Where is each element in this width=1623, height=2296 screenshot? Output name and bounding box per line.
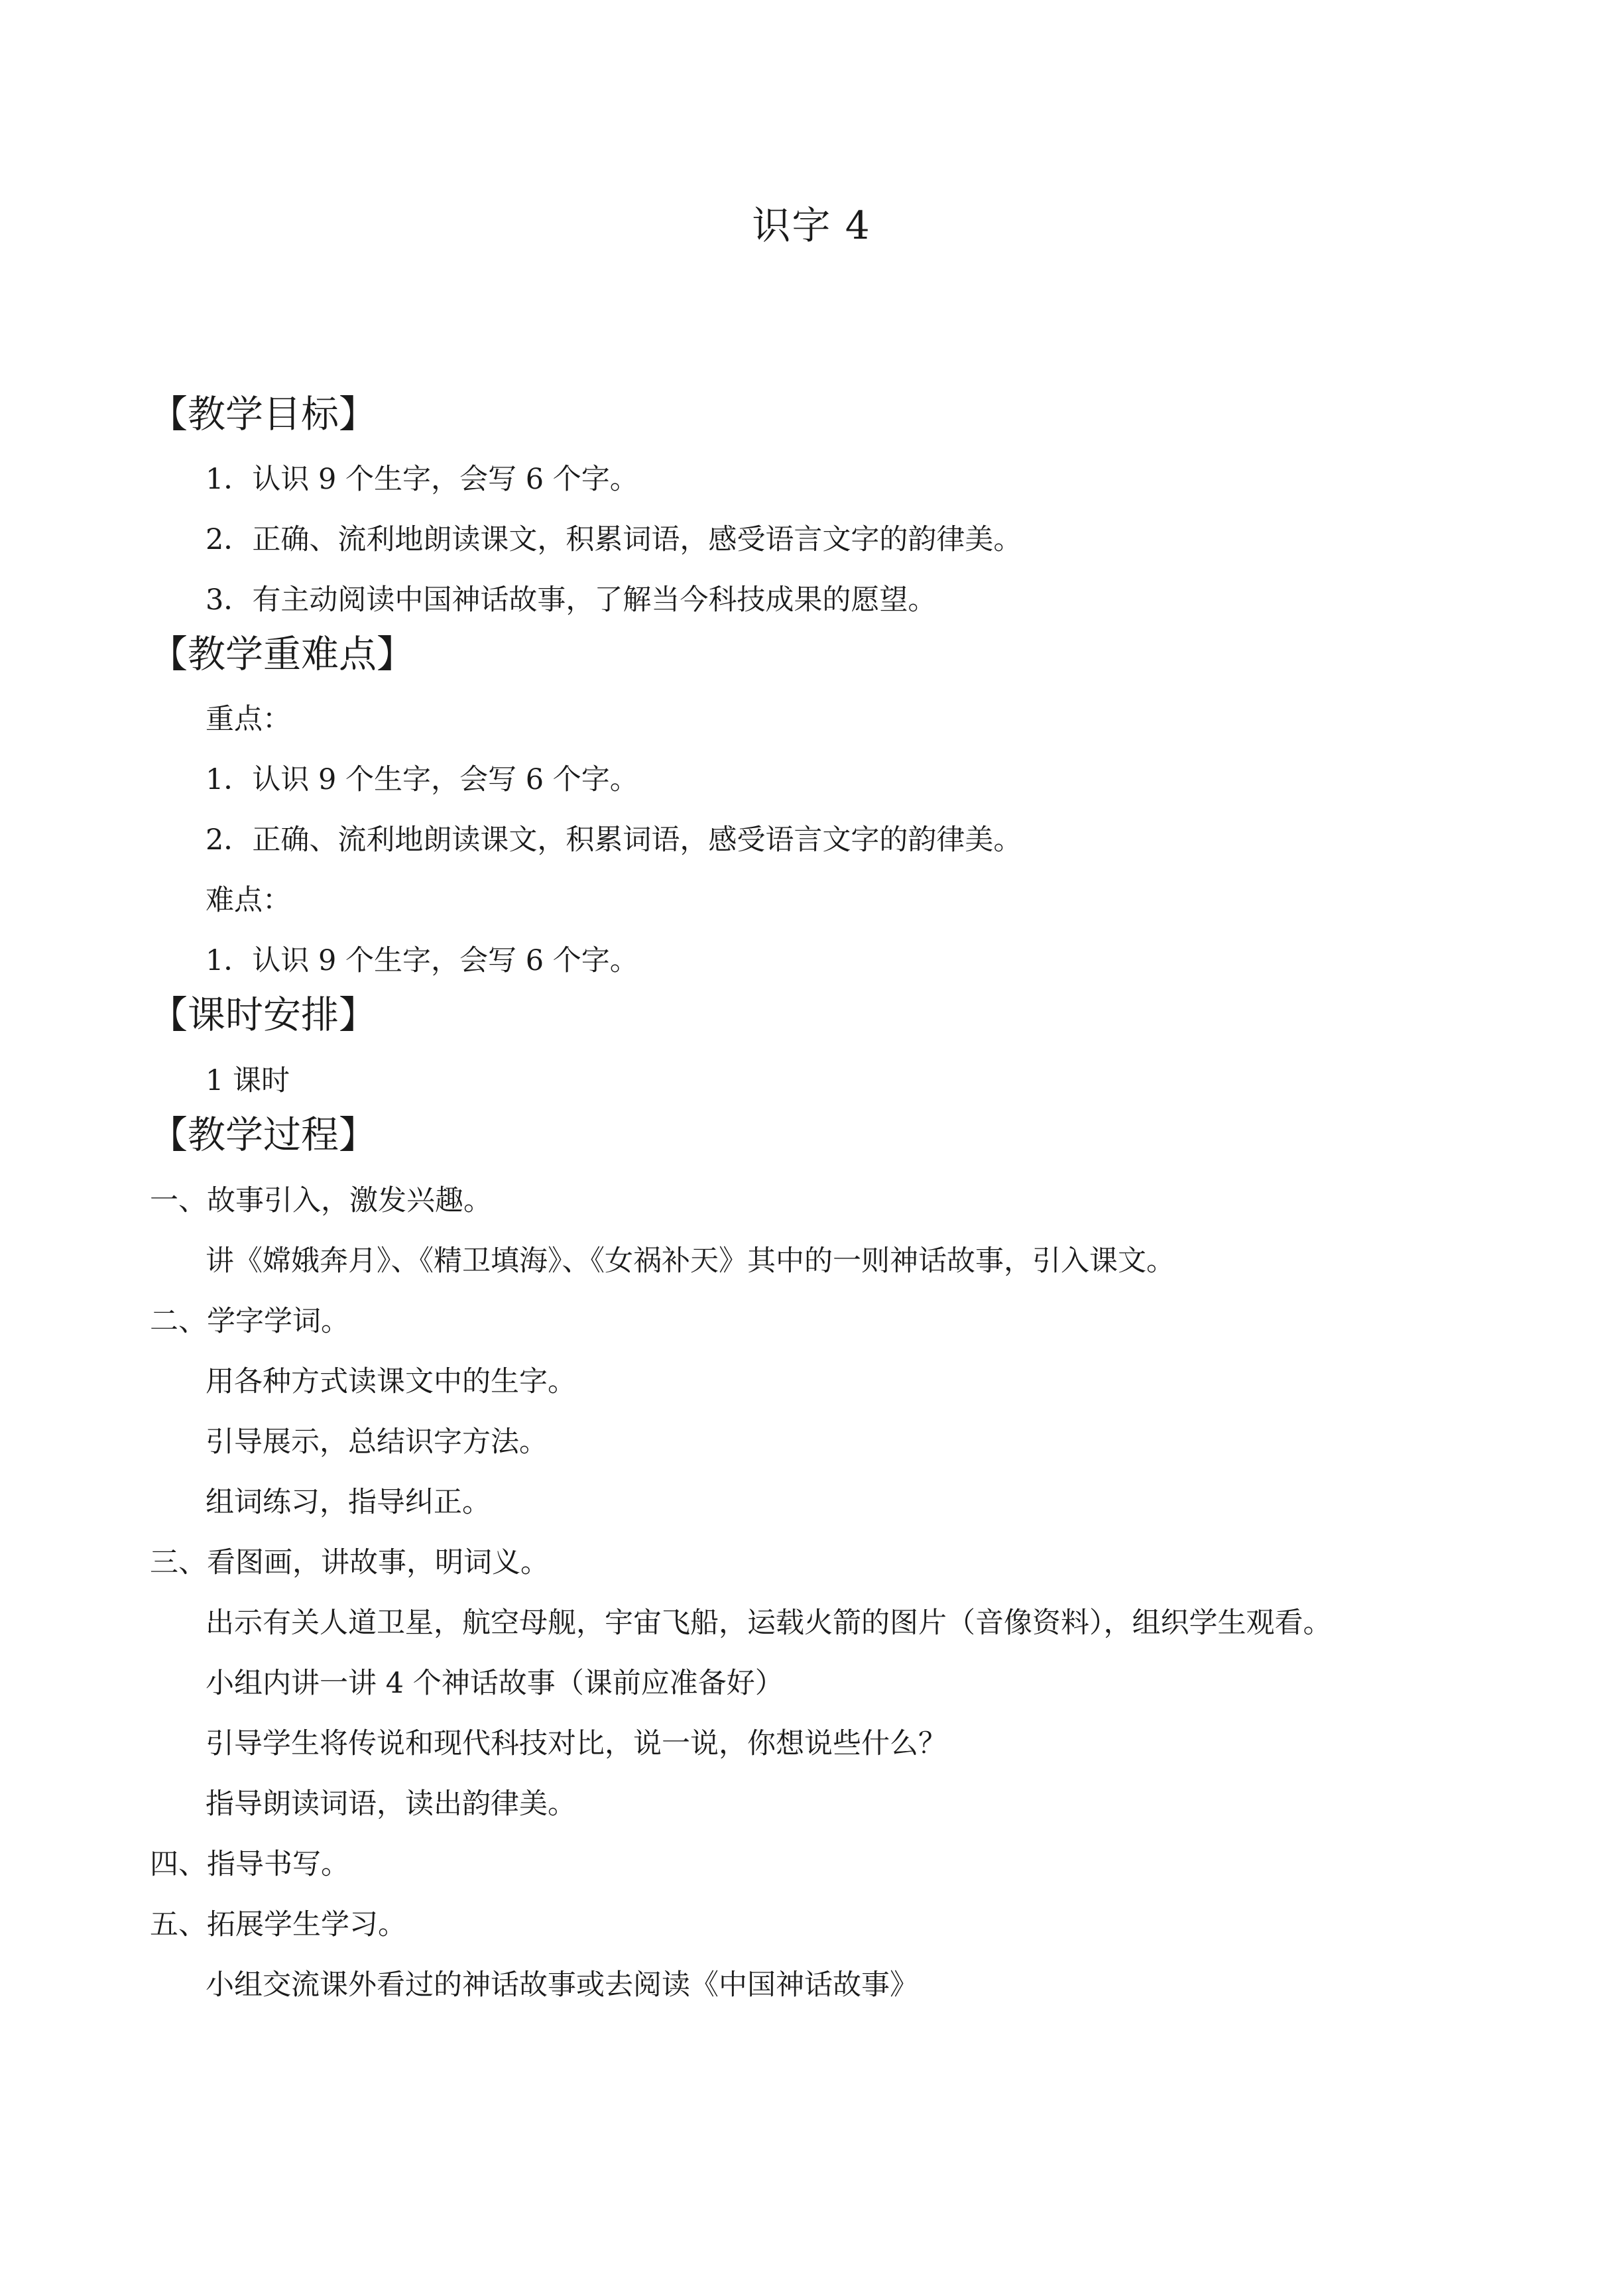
process-step-detail: 讲《嫦娥奔月》、《精卫填海》、《女祸补天》其中的一则神话故事，引入课文。 — [206, 1244, 1175, 1278]
process-step-title: 二、学字学词。 — [150, 1305, 349, 1338]
key-item: 1．认识 9 个生字，会写 6 个字。 — [206, 763, 638, 796]
key-item: 2．正确、流利地朗读课文，积累词语，感受语言文字的韵律美。 — [206, 823, 1022, 857]
process-step-detail: 引导学生将传说和现代科技对比，说一说，你想说些什么？ — [206, 1727, 947, 1760]
section-heading-process: 【教学过程】 — [150, 1113, 377, 1157]
process-step-detail: 组词练习，指导纠正。 — [206, 1486, 491, 1519]
process-step-detail: 指导朗读词语，读出韵律美。 — [206, 1787, 576, 1821]
process-step-title: 五、拓展学生学习。 — [150, 1908, 406, 1941]
section-heading-objectives: 【教学目标】 — [150, 393, 377, 436]
process-step-title: 一、故事引入，激发兴趣。 — [150, 1184, 492, 1217]
process-step-title: 三、看图画，讲故事，明词义。 — [150, 1546, 549, 1579]
key-label: 重点： — [206, 703, 291, 736]
difficult-item: 1．认识 9 个生字，会写 6 个字。 — [206, 944, 638, 977]
section-heading-schedule: 【课时安排】 — [150, 993, 377, 1037]
difficult-label: 难点： — [206, 884, 291, 917]
section-heading-key-points: 【教学重难点】 — [150, 633, 414, 676]
process-step-detail: 小组交流课外看过的神话故事或去阅读《中国神话故事》 — [206, 1968, 918, 2002]
process-step-detail: 用各种方式读课文中的生字。 — [206, 1365, 576, 1398]
schedule-text: 1 课时 — [206, 1064, 290, 1097]
process-step-detail: 小组内讲一讲 4 个神话故事（课前应准备好） — [206, 1667, 784, 1700]
process-step-detail: 引导展示，总结识字方法。 — [206, 1425, 548, 1459]
objective-item: 1．认识 9 个生字，会写 6 个字。 — [206, 463, 638, 496]
process-step-title: 四、指导书写。 — [150, 1848, 349, 1881]
process-step-detail: 出示有关人道卫星，航空母舰，宇宙飞船，运载火箭的图片（音像资料），组织学生观看。 — [206, 1606, 1332, 1640]
document-title: 识字 4 — [752, 203, 871, 248]
objective-item: 3．有主动阅读中国神话故事，了解当今科技成果的愿望。 — [206, 583, 937, 617]
objective-item: 2．正确、流利地朗读课文，积累词语，感受语言文字的韵律美。 — [206, 523, 1022, 556]
